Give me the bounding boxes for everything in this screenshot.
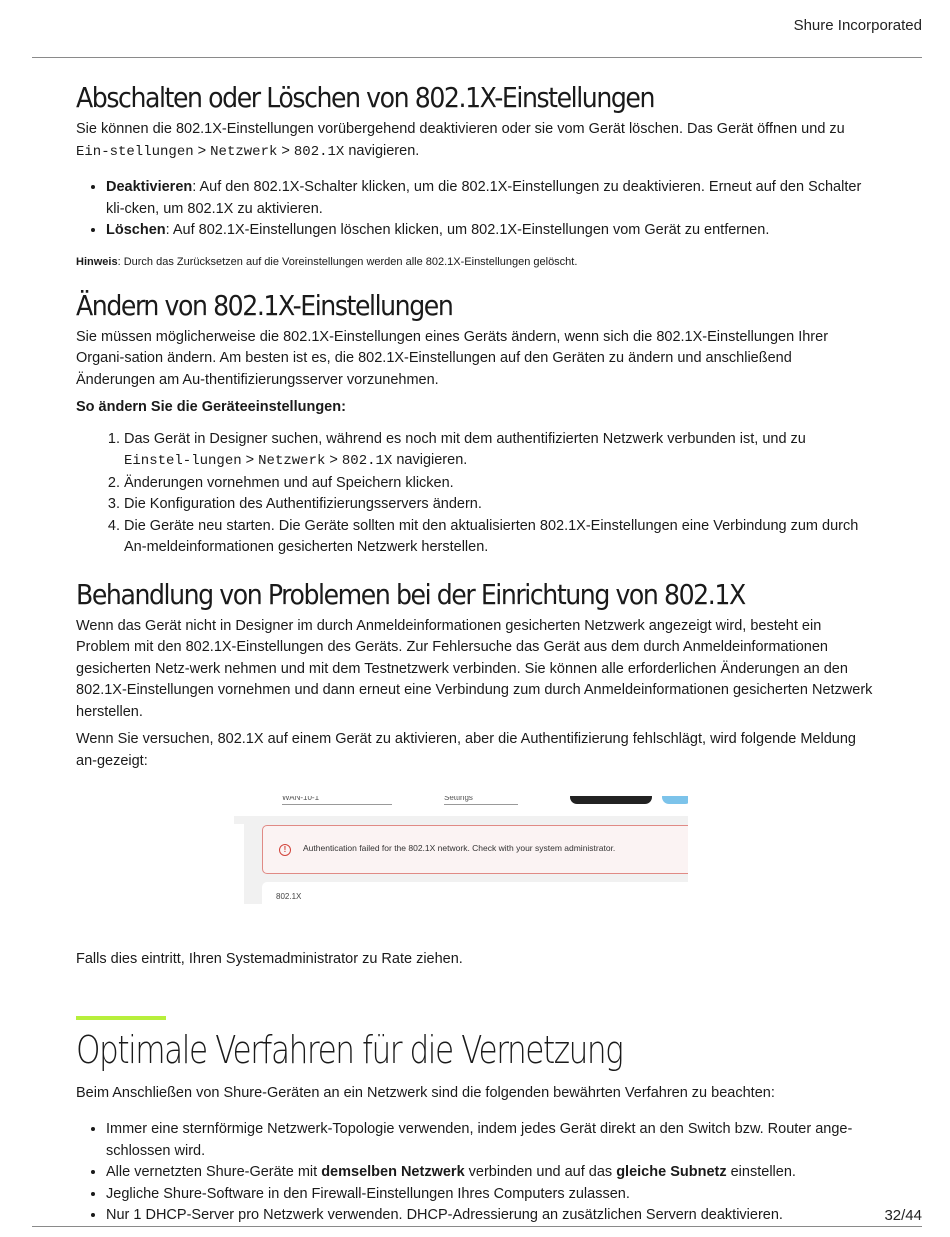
menu-path-8021x: 802.1X <box>293 143 345 160</box>
footer-divider <box>32 1226 922 1227</box>
page-number: 32/44 <box>884 1207 922 1224</box>
note-label: Hinweis <box>76 255 118 268</box>
step-end: navigieren. <box>392 452 468 468</box>
menu-path-network: Netzwerk <box>210 143 278 160</box>
header-divider <box>32 57 922 58</box>
list-item <box>124 429 874 473</box>
alert-message: Authentication failed for the 802.1X network. Check with your system administrator. <box>303 843 616 853</box>
troubleshooting-paragraph: Wenn Sie versuchen, 802.1X auf einem Gerät zu aktivieren, aber die Authentifizierung fehlschlägt, wird folgende Meldung an-gezeigt: <box>76 731 856 769</box>
list-item: • Nur 1 DHCP-Server pro Netzwerk verwenden. DHCP-Adressierung an zusätzlichen Servern deaktivieren. <box>106 1205 874 1227</box>
list-item <box>106 177 874 220</box>
error-icon: ! <box>279 844 291 856</box>
screenshot-side-panel <box>234 824 244 904</box>
troubleshooting-paragraph: Wenn das Gerät nicht in Designer im durch Anmeldeinformationen gesicherten Netzwerk angezeigt wird, besteht ein Problem mit den 802.1X-Einstellungen des Geräts. Zur Fehlersuche das Gerät aus dem durch Anmeldeinformationen gesicherten Netz-werk nehmen und mit dem Testnetzwerk verbinden. Sie können alle erforderlichen Änderungen an den 802.1X-Einstellungen vornehmen und dann erneut eine Verbindung zum durch Anmeldeinformationen gesicherten Netzwerk herstellen. <box>76 617 873 720</box>
intro-text: Sie können die 802.1X-Einstellungen vorübergehend deaktivieren oder sie vom Gerät löschen. Das Gerät öffnen und zu <box>76 121 845 137</box>
menu-path-settings: Einstel-lungen <box>124 453 242 469</box>
list-item: 2. Änderungen vornehmen und auf Speichern klicken. <box>124 473 874 495</box>
section-intro-deactivate <box>76 119 874 163</box>
chapter-heading-networking: Optimale Verfahren für die Vernetzung <box>76 1027 623 1072</box>
change-steps-list <box>76 429 874 559</box>
screenshot-view-field: Settings <box>444 796 518 805</box>
troubleshooting-paragraph: Falls dies eintritt, Ihren Systemadministrator zu Rate ziehen. <box>76 951 463 967</box>
header-company-name: Shure Incorporated <box>793 17 922 34</box>
path-separator: > <box>241 452 259 468</box>
emphasis-same-network: demselben Netzwerk <box>321 1164 465 1180</box>
section-heading-change: Ändern von 802.1X-Einstellungen <box>76 288 453 322</box>
path-separator: > <box>193 142 211 159</box>
auth-error-alert <box>262 825 688 874</box>
networking-intro: Beim Anschließen von Shure-Geräten an ein Netzwerk sind die folgenden bewährten Verfahren zu beachten: <box>76 1084 775 1101</box>
emphasis-same-subnet: gleiche Subnetz <box>616 1164 727 1180</box>
deactivate-options-list <box>76 177 874 242</box>
auth-error-screenshot <box>234 796 688 904</box>
networking-best-practices-list <box>76 1119 874 1227</box>
list-item: • Jegliche Shure-Software in den Firewall-Einstellungen Ihres Computers zulassen. <box>106 1184 874 1206</box>
list-item: • Alle vernetzten Shure-Geräte mit demselben Netzwerk verbinden und auf das gleiche Subnetz einstellen. <box>106 1162 874 1184</box>
path-separator: > <box>277 142 294 159</box>
menu-path-settings: Ein-stellungen <box>76 143 194 160</box>
section-accent-bar <box>76 1016 166 1020</box>
section-intro-change: Sie müssen möglicherweise die 802.1X-Einstellungen eines Geräts ändern, wenn sich die 802.1X-Einstellungen Ihrer Organi-sation ändern. Am besten ist es, die 802.1X-Einstellungen auf den Geräten zu ändern und anschließend Änderungen am Au-thentifizierungsserver vorzunehmen. <box>76 328 829 388</box>
list-item-text: : Auf den 802.1X-Schalter klicken, um die 802.1X-Einstellungen zu deaktivieren. Erneut auf den Schalter kli-cken, um 802.1X zu aktivieren. <box>106 179 862 217</box>
path-separator: > <box>325 452 342 468</box>
procedure-subheading: So ändern Sie die Geräteeinstellungen: <box>76 399 346 415</box>
step-text: Das Gerät in Designer suchen, während es noch mit dem authentifizierten Netzwerk verbunden ist, und zu <box>124 430 806 447</box>
note-text: : Durch das Zurücksetzen auf die Voreinstellungen werden alle 802.1X-Einstellungen gelöscht. <box>117 255 578 268</box>
list-item-term: Deaktivieren <box>106 179 193 195</box>
list-item <box>106 220 874 242</box>
list-item: • Immer eine sternförmige Netzwerk-Topologie verwenden, indem jedes Gerät direkt an den Switch bzw. Router ange-schlossen wird. <box>106 1119 874 1162</box>
screenshot-blue-button <box>662 796 688 804</box>
section-heading-troubleshooting: Behandlung von Problemen bei der Einrichtung von 802.1X <box>76 577 745 611</box>
screenshot-device-field: WAN-10-1 <box>282 796 392 805</box>
list-item: 4. Die Geräte neu starten. Die Geräte sollten mit den aktualisierten 802.1X-Einstellungen eine Verbindung zum durch An-meldeinformationen gesicherten Netzwerk herstellen. <box>124 516 874 559</box>
page-content <box>76 78 874 1227</box>
screenshot-8021x-card: 802.1X <box>262 882 688 904</box>
screenshot-dark-button <box>570 796 652 804</box>
list-item: 3. Die Konfiguration des Authentifizierungsservers ändern. <box>124 494 874 516</box>
section-heading-deactivate: Abschalten oder Löschen von 802.1X-Einstellungen <box>76 81 655 114</box>
list-item-term: Löschen <box>106 222 166 238</box>
intro-end: navigieren. <box>344 142 420 159</box>
note <box>76 254 874 270</box>
menu-path-network: Netzwerk <box>258 453 326 469</box>
list-item-text: : Auf 802.1X-Einstellungen löschen klicken, um 802.1X-Einstellungen vom Gerät zu entfernen. <box>165 222 770 238</box>
menu-path-8021x: 802.1X <box>341 453 393 469</box>
